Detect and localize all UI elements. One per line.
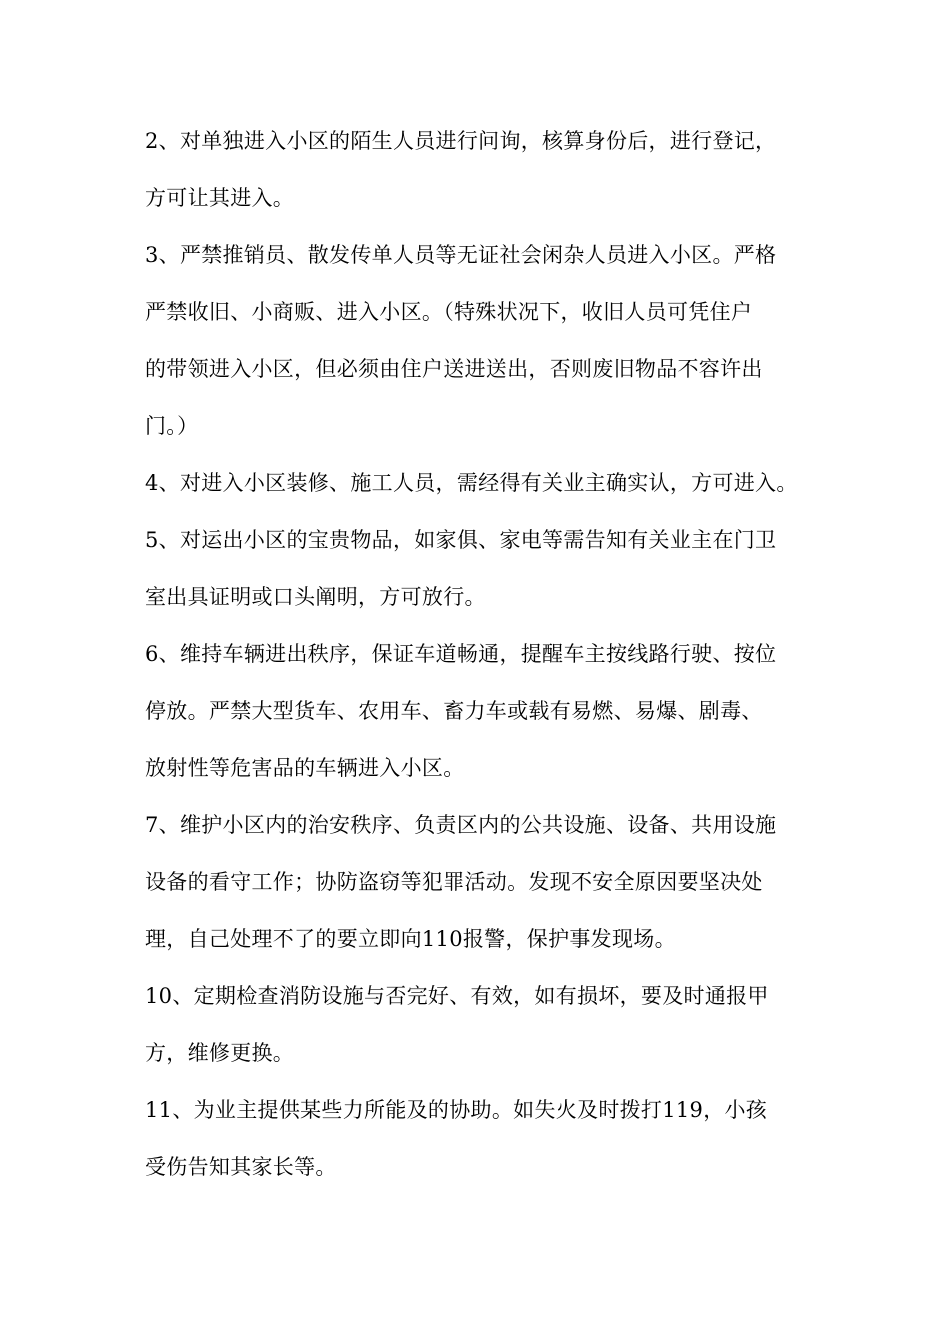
text-line: 室出具证明或口头阐明，方可放行。 bbox=[145, 585, 486, 609]
text-line: 停放。严禁大型货车、农用车、畜力车或载有易燃、易爆、剧毒、 bbox=[145, 699, 763, 723]
text-line: 门。） bbox=[145, 414, 199, 438]
text-line: 理，自己处理不了的要立即向110报警，保护事发现场。 bbox=[145, 927, 676, 951]
text-line: 的带领进入小区，但必须由住户送进送出，否则废旧物品不容许出 bbox=[145, 357, 763, 381]
text-line: 6、维持车辆进出秩序，保证车道畅通，提醒车主按线路行驶、按位 bbox=[145, 642, 777, 666]
text-line: 放射性等危害品的车辆进入小区。 bbox=[145, 756, 465, 780]
text-line: 5、对运出小区的宝贵物品，如家俱、家电等需告知有关业主在门卫 bbox=[145, 528, 777, 552]
text-line: 10、定期检查消防设施与否完好、有效，如有损坏，要及时通报甲 bbox=[145, 984, 769, 1008]
text-line: 设备的看守工作；协防盗窃等犯罪活动。发现不安全原因要坚决处 bbox=[145, 870, 763, 894]
text-line: 受伤告知其家长等。 bbox=[145, 1155, 337, 1179]
text-line: 4、对进入小区装修、施工人员，需经得有关业主确实认，方可进入。 bbox=[145, 471, 798, 495]
text-line: 3、严禁推销员、散发传单人员等无证社会闲杂人员进入小区。严格 bbox=[145, 243, 777, 267]
text-line: 方可让其进入。 bbox=[145, 186, 295, 210]
text-line: 7、维护小区内的治安秩序、负责区内的公共设施、设备、共用设施 bbox=[145, 813, 777, 837]
text-line: 严禁收旧、小商贩、进入小区。（特殊状况下，收旧人员可凭住户 bbox=[145, 300, 753, 324]
text-line: 2、对单独进入小区的陌生人员进行问询，核算身份后，进行登记， bbox=[145, 129, 777, 153]
text-line: 方，维修更换。 bbox=[145, 1041, 295, 1065]
document-body bbox=[145, 113, 825, 1196]
text-line: 11、为业主提供某些力所能及的协助。如失火及时拨打119，小孩 bbox=[145, 1098, 768, 1122]
